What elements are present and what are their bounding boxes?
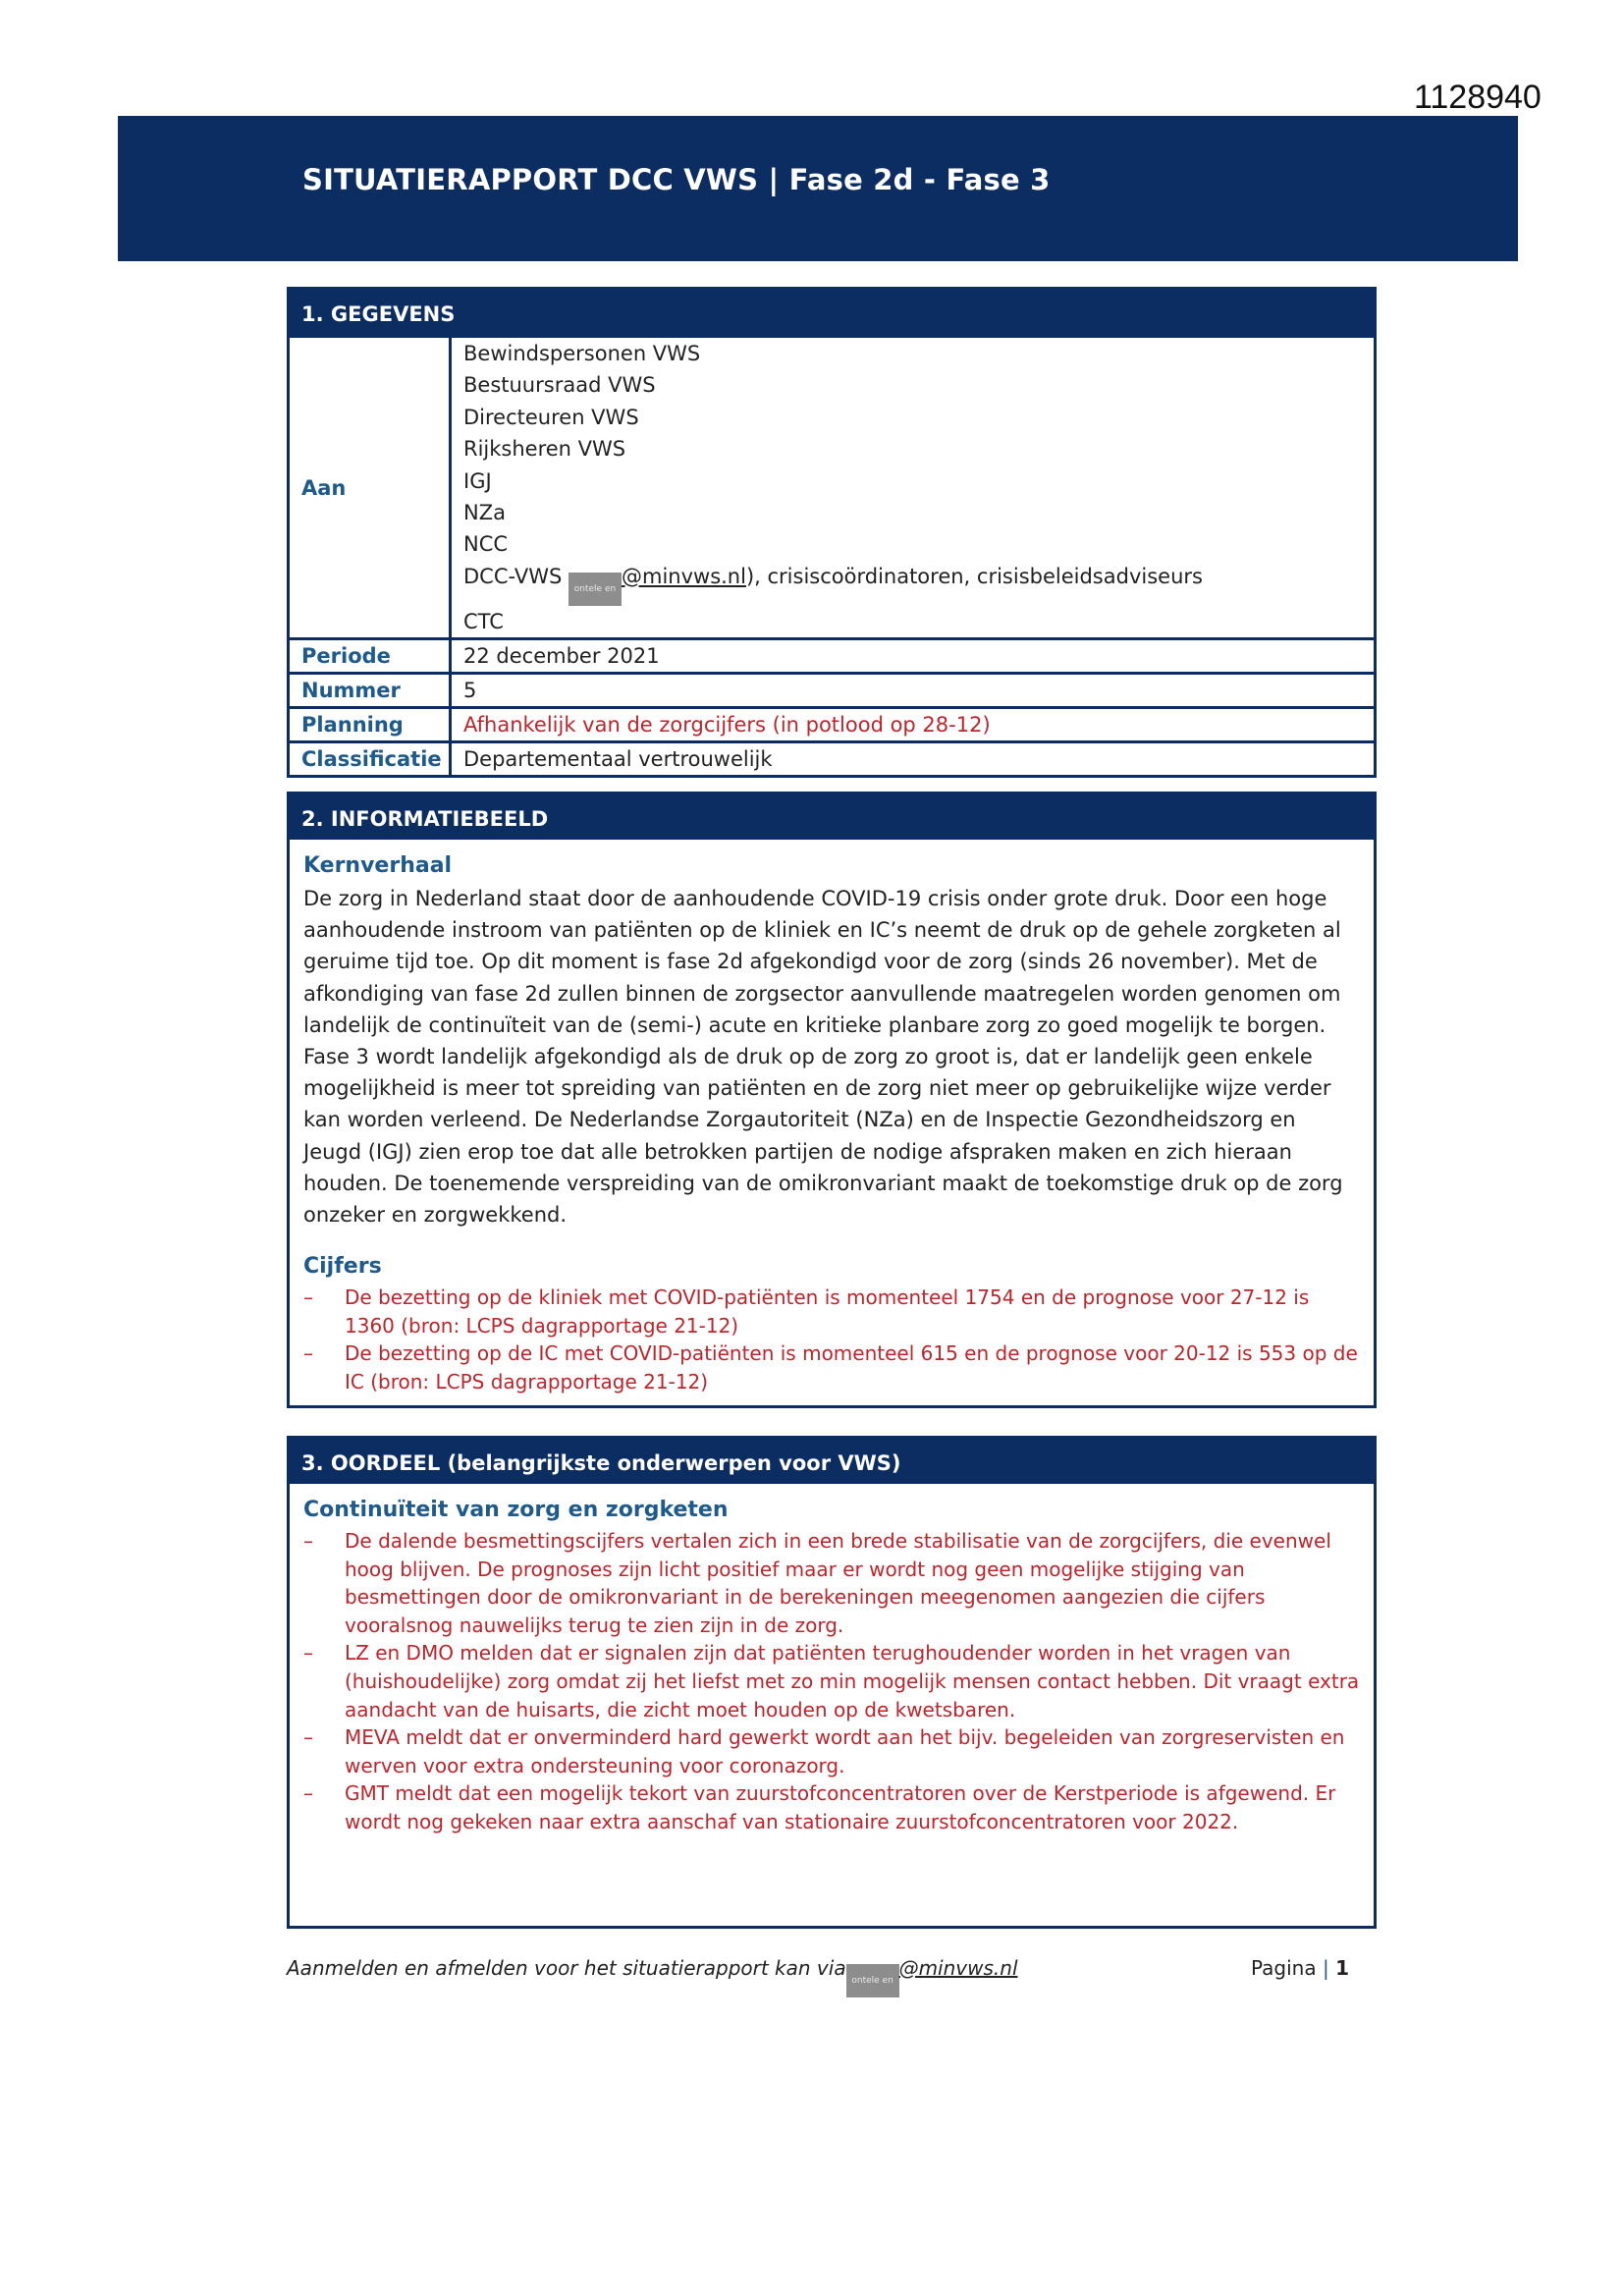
page-label: Pagina [1251,1956,1317,1980]
nummer-value: 5 [451,674,1375,708]
section-oordeel [287,1436,1377,1929]
recipient-item: Bestuursraad VWS [463,373,656,398]
aan-value [451,337,1375,639]
planning-value: Afhankelijk van de zorgcijfers (in potlood op 28-12) [451,708,1375,742]
list-item: – LZ en DMO melden dat er signalen zijn dat patiënten terughoudender worden in het vragen van (huishoudelijke) zorg omdat zij het liefst met zo min mogelijk mensen contact hebben. Dit vraagt extra aandacht van de huisarts, die zicht moet houden op de kwetsbaren. [303,1639,1360,1723]
planning-label: Planning [290,708,451,742]
recipient-item: IGJ [463,468,492,493]
kernverhaal-heading: Kernverhaal [303,853,453,878]
recipient-ctc: CTC [463,609,504,633]
section-heading: 1. GEGEVENS [290,290,1374,335]
report-title: SITUATIERAPPORT DCC VWS | Fase 2d - Fase 3 [302,163,1051,196]
list-item: – De bezetting op de IC met COVID-patiënten is momenteel 615 en de prognose voor 20-12 is 553 op de IC (bron: LCPS dagrapportage 21-12) [303,1339,1360,1395]
dcc-email-link[interactable]: @minvws.nl [621,564,746,588]
periode-value: 22 december 2021 [451,639,1375,674]
classificatie-value: Departementaal vertrouwelijk [451,742,1375,776]
section-heading: 3. OORDEEL (belangrijkste onderwerpen voor VWS) [290,1439,1374,1484]
continuiteit-heading: Continuïteit van zorg en zorgketen [303,1498,729,1522]
recipient-item: Directeuren VWS [463,405,639,429]
footer-subscribe-note [287,1956,1018,1997]
page-separator: | [1322,1956,1329,1980]
dcc-line [463,561,1374,606]
list-item: – De bezetting op de kliniek met COVID-patiënten is momenteel 1754 en de prognose voor 27-12 is 1360 (bron: LCPS dagrapportage 21-12) [303,1284,1360,1339]
page-indicator [1251,1956,1349,1980]
dcc-suffix: ), crisiscoördinatoren, crisisbeleidsadviseurs [745,564,1203,588]
list-item: – GMT meldt dat een mogelijk tekort van zuurstofconcentratoren over de Kerstperiode is afgewend. Er wordt nog gekeken naar extra aanschaf van stationaire zuurstofconcentratoren voor 2022. [303,1779,1360,1835]
recipient-item: NZa [463,501,506,525]
kernverhaal-text: De zorg in Nederland staat door de aanhoudende COVID-19 crisis onder grote druk. Door een hoge aanhoudende instroom van patiënten op de kliniek en IC’s neemt de druk op de gehele zorgketen al geruime tijd toe. Op dit moment is fase 2d afgekondigd voor de zorg (sinds 26 november). Met de afkondiging van fase 2d zullen binnen de zorgsector aanvullende maatregelen worden genomen om landelijk de continuïteit van de (semi-) acute en kritieke planbare zorg zo goed mogelijk te borgen. Fase 3 wordt landelijk afgekondigd als de druk op de zorg zo groot is, dat er landelijk geen enkele mogelijkheid is meer tot spreiding van patiënten en de zorg niet meer op gebruikelijke wijze verder kan worden verleend. De Nederlandse Zorgautoriteit (NZa) en de Inspectie Gezondheidszorg en Jeugd (IGJ) zien erop toe dat alle betrokken partijen de nodige afspraken maken en zich hieraan houden. De toenemende verspreiding van de omikronvariant maakt de toekomstige druk op de zorg onzeker en zorgwekkend. [303,887,1343,1228]
nummer-label: Nummer [290,674,451,708]
redaction-box: ontele en [846,1964,899,1997]
recipient-list [463,338,1374,561]
cijfers-heading: Cijfers [303,1254,382,1280]
oordeel-list [303,1527,1360,1836]
page-number: 1 [1335,1956,1349,1980]
section-heading: 2. INFORMATIEBEELD [290,794,1374,840]
periode-label: Periode [290,639,451,674]
recipient-item: Bewindspersonen VWS [463,342,701,365]
footer-text: Aanmelden en afmelden voor het situatierapport kan via [287,1956,846,1980]
list-item: – MEVA meldt dat er onverminderd hard gewerkt wordt aan het bijv. begeleiden van zorgreservisten en werven voor extra ondersteuning voor coronazorg. [303,1723,1360,1779]
aan-label: Aan [290,337,451,639]
dcc-prefix: DCC-VWS [463,564,568,588]
document-number: 1128940 [1414,79,1542,116]
gegevens-table [290,335,1374,775]
header-banner [118,116,1518,261]
classificatie-label: Classificatie [290,742,451,776]
cijfers-list [303,1284,1360,1395]
recipient-item: NCC [463,532,509,557]
redaction-box: ontele en [568,573,622,606]
section-gegevens [287,287,1377,778]
recipient-item: Rijksheren VWS [463,437,626,462]
section-informatiebeeld [287,792,1377,1408]
list-item: – De dalende besmettingscijfers vertalen zich in een brede stabilisatie van de zorgcijfers, die evenwel hoog blijven. De prognoses zijn licht positief maar er wordt nog geen mogelijke stijging van besmettingen door de omikronvariant in de berekeningen meegenomen aangezien die cijfers vooralsnog nauwelijks terug te zien zijn in de zorg. [303,1527,1360,1639]
footer-email-link[interactable]: @minvws.nl [898,1956,1018,1980]
